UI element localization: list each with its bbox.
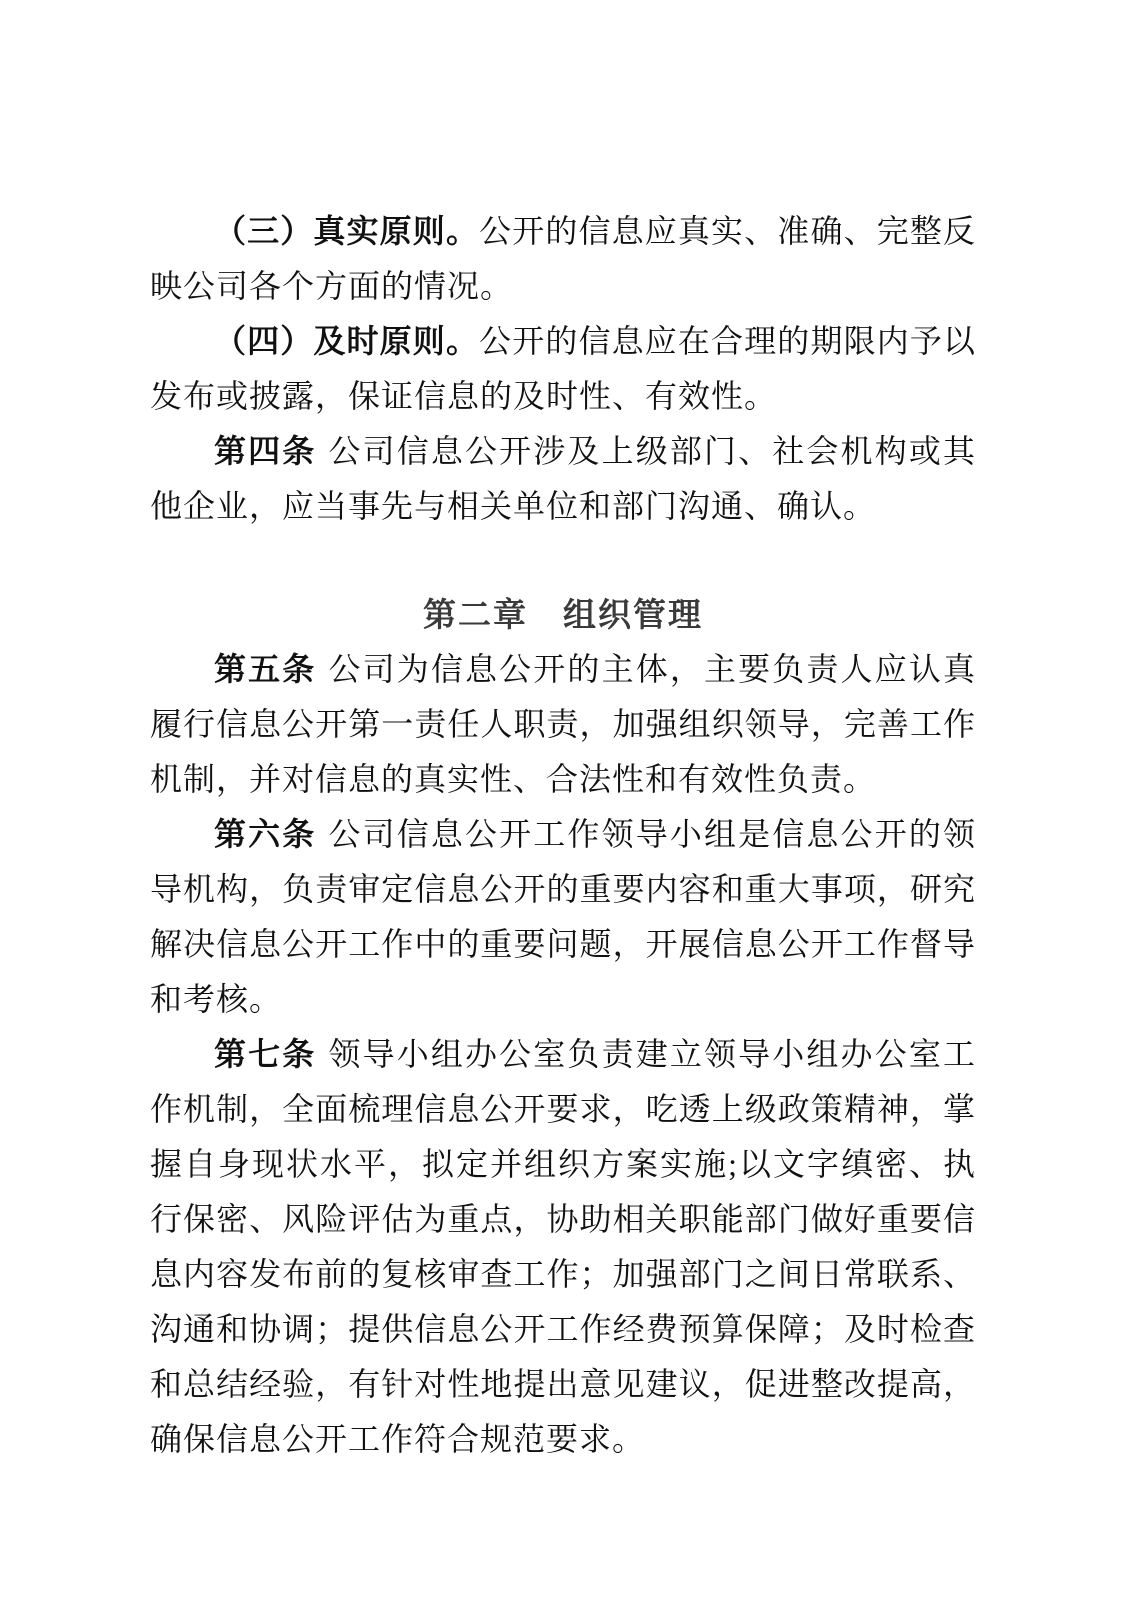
paragraph-principle-truth: [150, 204, 976, 314]
paragraph-principle-timeliness: [150, 314, 976, 424]
document-content: [150, 204, 976, 1467]
paragraph-article-7: [150, 1027, 976, 1467]
paragraph-lead: 第四条: [214, 433, 317, 469]
chapter-heading: 第二章 组织管理: [423, 596, 703, 633]
paragraph-text: 公司为信息公开的主体，主要负责人应认真履行信息公开第一责任人职责，加强组织领导，完善工作机制，并对信息的真实性、合法性和有效性负责。: [150, 651, 976, 797]
paragraph-lead: 第七条: [214, 1036, 317, 1072]
paragraph-text: 公司信息公开工作领导小组是信息公开的领导机构，负责审定信息公开的重要内容和重大事项，研究解决信息公开工作中的重要问题，开展信息公开工作督导和考核。: [150, 816, 976, 1017]
paragraph-text: 公司信息公开涉及上级部门、社会机构或其他企业，应当事先与相关单位和部门沟通、确认。: [150, 433, 976, 524]
paragraph-article-6: [150, 807, 976, 1027]
paragraph-article-5: [150, 642, 976, 807]
paragraph-lead: （四）及时原则。: [214, 323, 480, 359]
paragraph-text: 领导小组办公室负责建立领导小组办公室工作机制，全面梳理信息公开要求，吃透上级政策精神，掌握自身现状水平，拟定并组织方案实施;以文字缜密、执行保密、风险评估为重点，协助相关职能部门做好重要信息内容发布前的复核审查工作；加强部门之间日常联系、沟通和协调；提供信息公开工作经费预算保障；及时检查和总结经验，有针对性地提出意见建议，促进整改提高，确保信息公开工作符合规范要求。: [150, 1036, 976, 1457]
paragraph-text: 公开的信息应在合理的期限内予以发布或披露，保证信息的及时性、有效性。: [150, 323, 976, 414]
paragraph-lead: 第六条: [214, 816, 317, 852]
paragraph-text: 公开的信息应真实、准确、完整反映公司各个方面的情况。: [150, 213, 976, 304]
paragraph-lead: 第五条: [214, 651, 317, 687]
paragraph-lead: （三）真实原则。: [214, 213, 480, 249]
paragraph-article-4: [150, 424, 976, 534]
